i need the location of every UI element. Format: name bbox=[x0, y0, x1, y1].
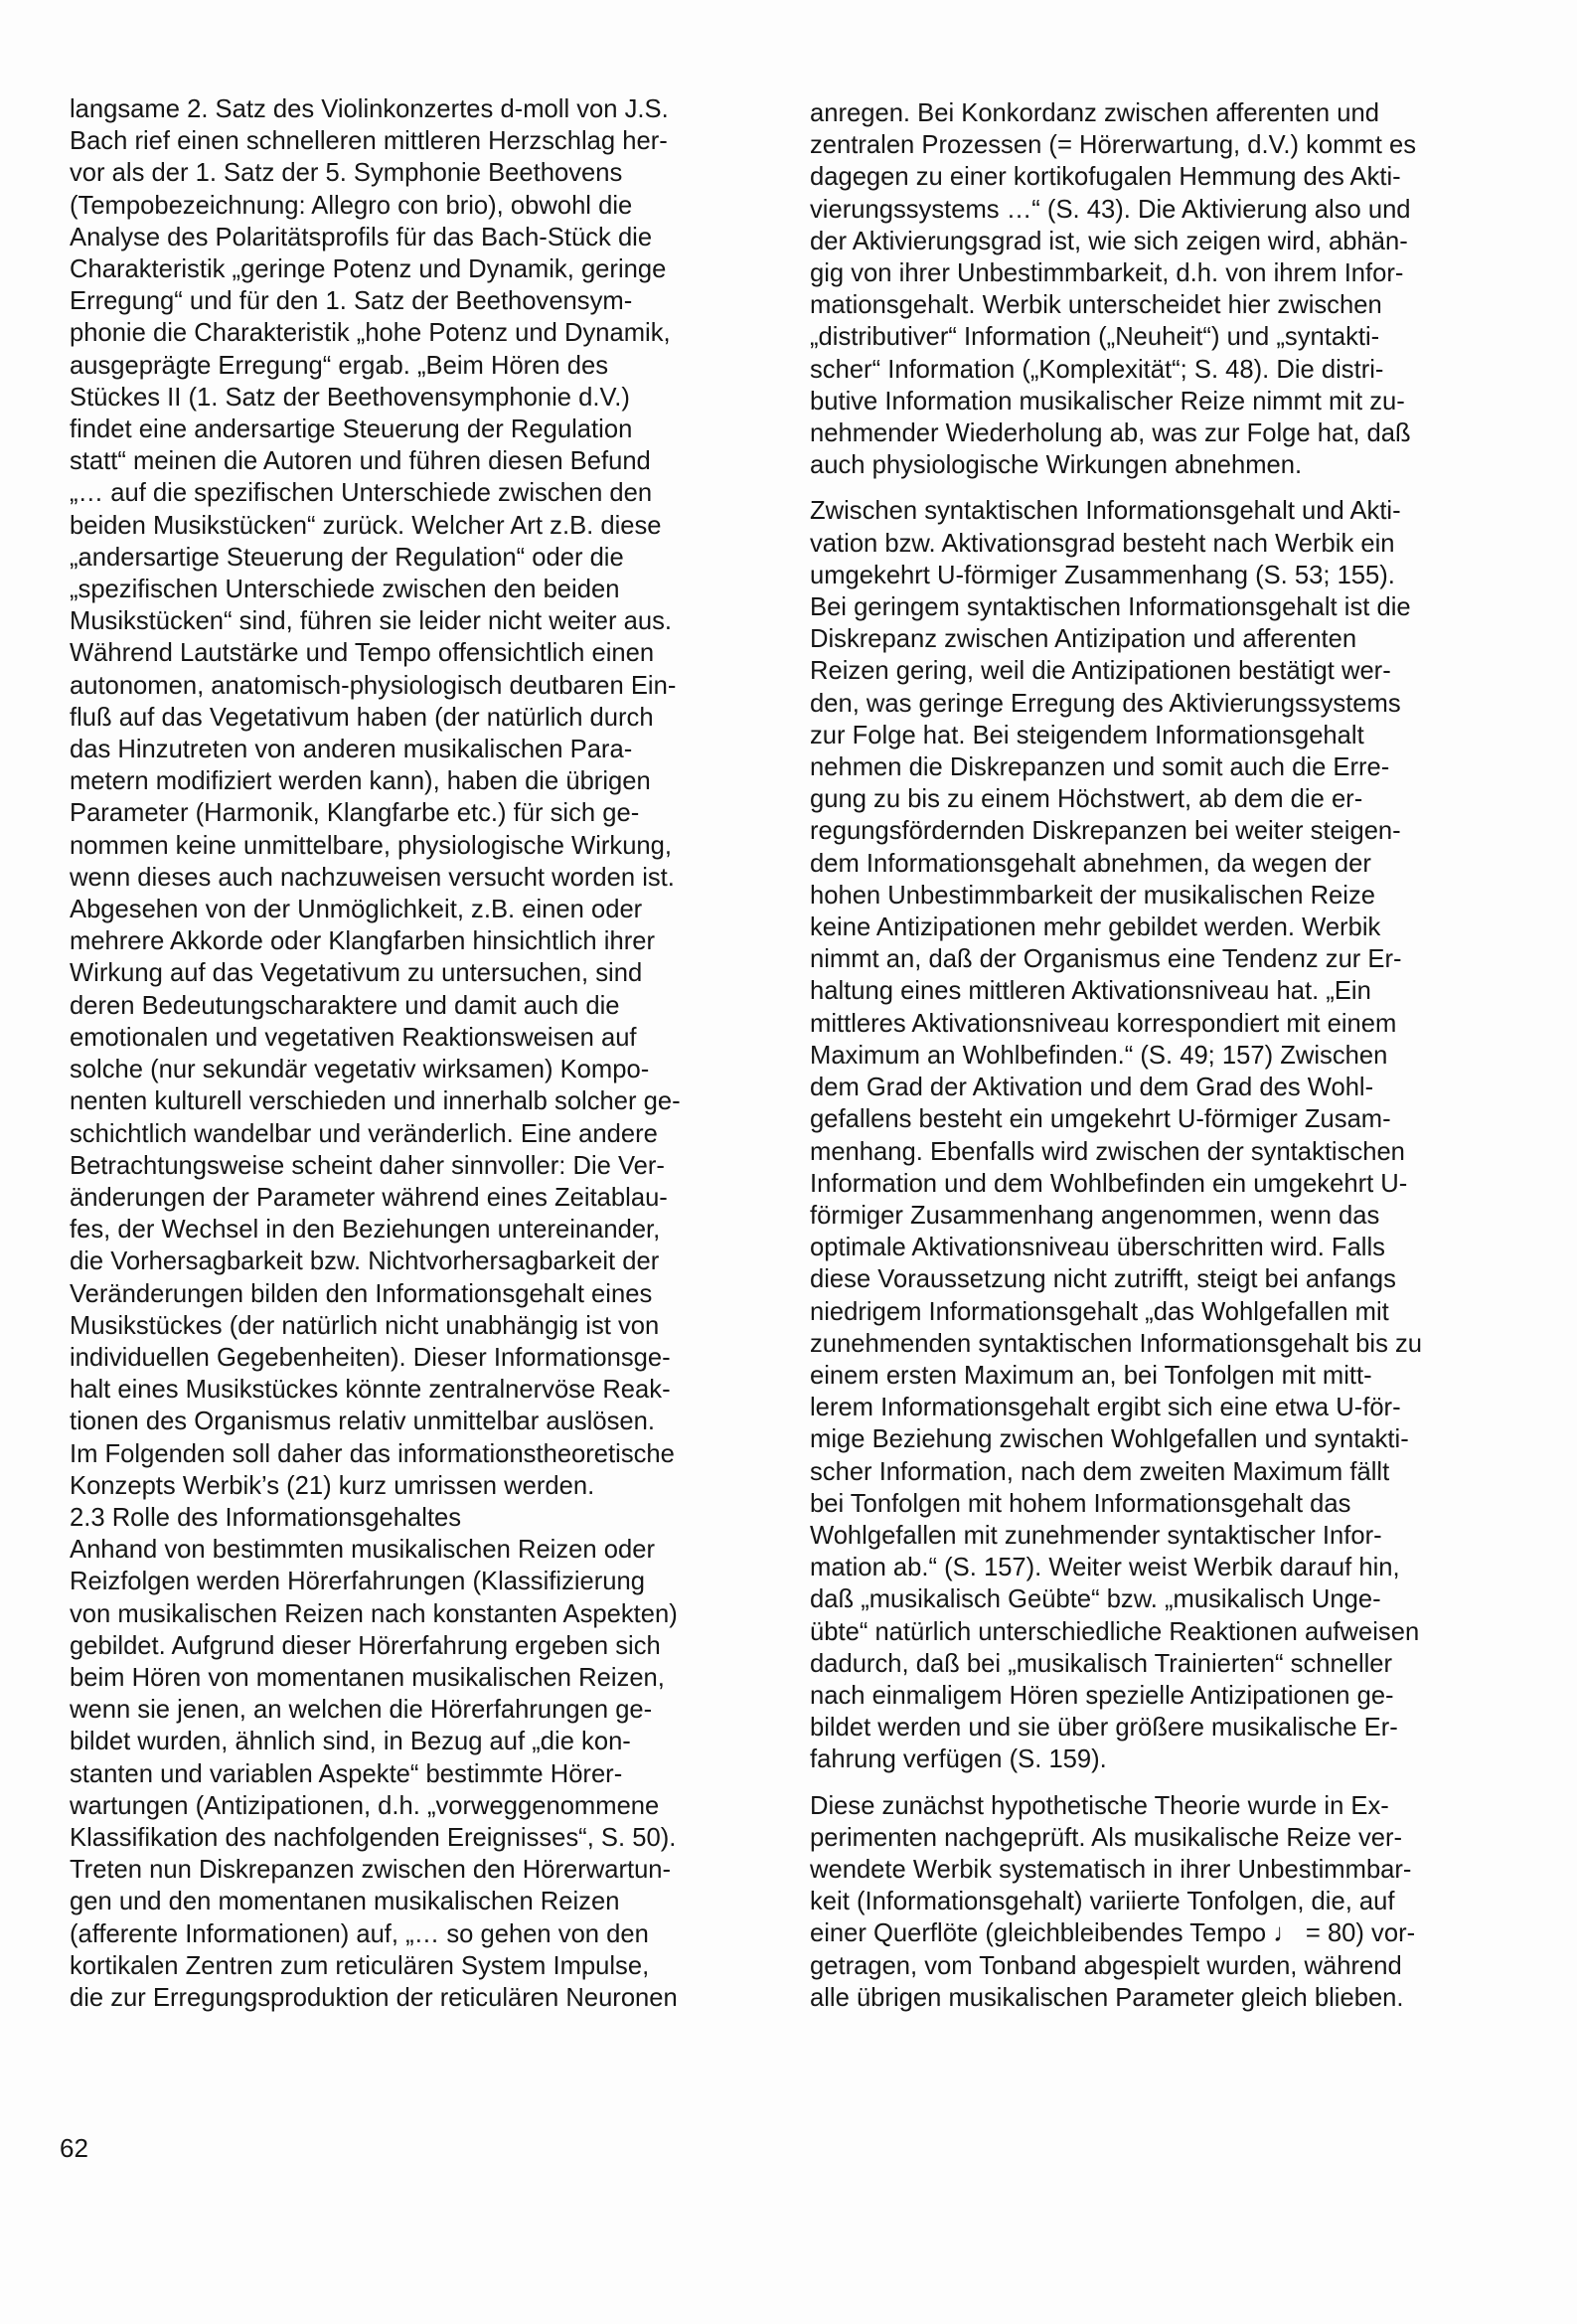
text-line: nehmen die Diskrepanzen und somit auch die Erre- bbox=[810, 753, 1390, 782]
text-line: Abgesehen von der Unmöglichkeit, z.B. einen oder bbox=[70, 896, 643, 924]
text-line: fluß auf das Vegetativum haben (der natürlich durch bbox=[70, 703, 654, 732]
right-paragraph-3 bbox=[810, 1790, 1507, 2014]
text-line: beiden Musikstücken“ zurück. Welcher Art z.B. diese bbox=[70, 511, 662, 540]
text-line: metern modifiziert werden kann), haben die übrigen bbox=[70, 767, 651, 796]
text-line: gig von ihrer Unbestimmbarkeit, d.h. von ihrem Infor- bbox=[810, 259, 1404, 288]
text-line: niedrigem Informationsgehalt „das Wohlgefallen mit bbox=[810, 1297, 1389, 1326]
text-line: scher Information, nach dem zweiten Maximum fällt bbox=[810, 1457, 1390, 1486]
text-line: daß „musikalisch Geübte“ bzw. „musikalisch Unge- bbox=[810, 1585, 1381, 1614]
text-line: Reizfolgen werden Hörerfahrungen (Klassifizierung bbox=[70, 1568, 646, 1596]
text-line: nenten kulturell verschieden und innerhalb solcher ge- bbox=[70, 1087, 681, 1116]
text-line: Konzepts Werbik’s (21) kurz umrissen werden. bbox=[70, 1471, 595, 1500]
text-line: nehmender Wiederholung ab, was zur Folge hat, daß bbox=[810, 419, 1411, 448]
text-line: tionen des Organismus relativ unmittelbar auslösen. bbox=[70, 1408, 655, 1436]
text-line: ausgeprägte Erregung“ ergab. „Beim Hören des bbox=[70, 351, 609, 380]
text-line: vor als der 1. Satz der 5. Symphonie Beethovens bbox=[70, 159, 623, 188]
text-line: schichtlich wandelbar und veränderlich. Eine andere bbox=[70, 1119, 658, 1148]
text-line: Musikstückes (der natürlich nicht unabhängig ist von bbox=[70, 1311, 660, 1340]
text-line: autonomen, anatomisch-physiologisch deutbaren Ein- bbox=[70, 671, 677, 700]
text-line: Bach rief einen schnelleren mittleren Herzschlag her- bbox=[70, 127, 668, 156]
text-line: einem ersten Maximum an, bei Tonfolgen mit mitt- bbox=[810, 1361, 1372, 1390]
left-column bbox=[70, 93, 779, 2014]
text-line: Erregung“ und für den 1. Satz der Beethovensym- bbox=[70, 287, 633, 316]
text-line: bildet werden und sie über größere musikalische Er- bbox=[810, 1714, 1398, 1743]
text-line: beim Hören von momentanen musikalischen Reizen, bbox=[70, 1663, 665, 1692]
paragraph-gap bbox=[810, 1776, 1507, 1790]
text-line: mige Beziehung zwischen Wohlgefallen und syntakti- bbox=[810, 1425, 1409, 1454]
text-line: den, was geringe Erregung des Aktivierungssystems bbox=[810, 689, 1401, 718]
text-line: Diese zunächst hypothetische Theorie wurde in Ex- bbox=[810, 1791, 1389, 1820]
text-line: der Aktivierungsgrad ist, wie sich zeigen wird, abhän- bbox=[810, 227, 1408, 255]
text-line: zunehmenden syntaktischen Informationsgehalt bis zu bbox=[810, 1329, 1423, 1358]
text-line: änderungen der Parameter während eines Zeitablau- bbox=[70, 1183, 668, 1212]
paragraph-gap bbox=[810, 481, 1507, 495]
right-column bbox=[810, 97, 1507, 2014]
text-line: gefallens besteht ein umgekehrt U-förmiger Zusam- bbox=[810, 1105, 1391, 1134]
text-line: übte“ natürlich unterschiedliche Reaktionen aufweisen bbox=[810, 1617, 1420, 1646]
text-line: Veränderungen bilden den Informationsgehalt eines bbox=[70, 1279, 653, 1308]
text-line: einer Querflöte (gleichbleibendes Tempo ♩ = 80) vor- bbox=[810, 1919, 1416, 1948]
text-line: zentralen Prozessen (= Hörerwartung, d.V.) kommt es bbox=[810, 131, 1417, 160]
text-line: dem Grad der Aktivation und dem Grad des Wohl- bbox=[810, 1074, 1374, 1102]
right-paragraph-1 bbox=[810, 97, 1507, 481]
text-line: nach einmaligem Hören spezielle Antizipationen ge- bbox=[810, 1681, 1394, 1710]
text-line: bei Tonfolgen mit hohem Informationsgehalt das bbox=[810, 1489, 1351, 1518]
text-line: Stückes II (1. Satz der Beethovensymphonie d.V.) bbox=[70, 383, 630, 412]
text-line: Wohlgefallen mit zunehmender syntaktischer Infor- bbox=[810, 1521, 1382, 1550]
text-line: mehrere Akkorde oder Klangfarben hinsichtlich ihrer bbox=[70, 927, 655, 956]
text-line: förmiger Zusammenhang angenommen, wenn das bbox=[810, 1201, 1380, 1230]
right-paragraph-2 bbox=[810, 495, 1507, 1775]
text-line: Zwischen syntaktischen Informationsgehalt und Akti- bbox=[810, 497, 1401, 526]
text-line: wenn sie jenen, an welchen die Hörerfahrungen ge- bbox=[70, 1696, 653, 1725]
text-line: statt“ meinen die Autoren und führen diesen Befund bbox=[70, 447, 651, 476]
text-line: „spezifischen Unterschiede zwischen den beiden bbox=[70, 576, 620, 604]
text-line: solche (nur sekundär vegetativ wirksamen) Kompo- bbox=[70, 1056, 650, 1084]
text-line: regungsfördernden Diskrepanzen bei weiter steigen- bbox=[810, 817, 1401, 846]
section-heading: 2.3 Rolle des Informationsgehaltes bbox=[70, 1503, 462, 1532]
text-line: lerem Informationsgehalt ergibt sich eine etwa U-för- bbox=[810, 1394, 1401, 1422]
page-number: 62 bbox=[60, 2133, 88, 2163]
text-line: das Hinzutreten von anderen musikalischen Para- bbox=[70, 736, 633, 764]
text-line: wenn dieses auch nachzuweisen versucht worden ist. bbox=[70, 863, 675, 892]
text-line: dagegen zu einer kortikofugalen Hemmung des Akti- bbox=[810, 163, 1401, 192]
text-line: mation ab.“ (S. 157). Weiter weist Werbik darauf hin, bbox=[810, 1554, 1400, 1582]
text-line: Wirkung auf das Vegetativum zu untersuchen, sind bbox=[70, 959, 643, 988]
text-line: „… auf die spezifischen Unterschiede zwischen den bbox=[70, 479, 653, 508]
text-line: auch physiologische Wirkungen abnehmen. bbox=[810, 451, 1303, 480]
text-line: deren Bedeutungscharaktere und damit auch die bbox=[70, 991, 620, 1020]
left-paragraph-1 bbox=[70, 93, 779, 1502]
text-line: gebildet. Aufgrund dieser Hörerfahrung ergeben sich bbox=[70, 1631, 661, 1660]
text-line: vierungssystems …“ (S. 43). Die Aktivierung also und bbox=[810, 195, 1411, 224]
text-line: die Vorhersagbarkeit bzw. Nichtvorhersagbarkeit der bbox=[70, 1247, 660, 1276]
text-line: diese Voraussetzung nicht zutrifft, steigt bei anfangs bbox=[810, 1265, 1396, 1294]
text-line: butive Information musikalischer Reize nimmt mit zu- bbox=[810, 387, 1405, 415]
text-line: scher“ Information („Komplexität“; S. 48). Die distri- bbox=[810, 355, 1384, 384]
text-line: wendete Werbik systematisch in ihrer Unbestimmbar- bbox=[810, 1855, 1412, 1884]
text-line: keine Antizipationen mehr gebildet werden. Werbik bbox=[810, 913, 1381, 942]
text-line: Bei geringem syntaktischen Informationsgehalt ist die bbox=[810, 593, 1411, 622]
text-line: die zur Erregungsproduktion der reticulären Neuronen bbox=[70, 1983, 678, 2012]
text-line: nommen keine unmittelbare, physiologische Wirkung, bbox=[70, 831, 673, 860]
text-line: haltung eines mittleren Aktivationsniveau hat. „Ein bbox=[810, 977, 1371, 1006]
text-line: Reizen gering, weil die Antizipationen bestätigt wer- bbox=[810, 657, 1391, 686]
text-line: von musikalischen Reizen nach konstanten Aspekten) bbox=[70, 1599, 678, 1628]
text-line: hohen Unbestimmbarkeit der musikalischen Reize bbox=[810, 881, 1376, 910]
text-line: dadurch, daß bei „musikalisch Trainierten“ schneller bbox=[810, 1649, 1393, 1678]
text-line: langsame 2. Satz des Violinkonzertes d-moll von J.S. bbox=[70, 95, 669, 123]
text-line: Anhand von bestimmten musikalischen Reizen oder bbox=[70, 1536, 655, 1565]
text-line: Im Folgenden soll daher das informationstheoretische bbox=[70, 1439, 675, 1468]
text-line: mittleres Aktivationsniveau korrespondiert mit einem bbox=[810, 1009, 1397, 1038]
text-line: halt eines Musikstückes könnte zentralnervöse Reak- bbox=[70, 1376, 671, 1405]
text-line: wartungen (Antizipationen, d.h. „vorweggenommene bbox=[70, 1791, 660, 1820]
text-line: mationsgehalt. Werbik unterscheidet hier zwischen bbox=[810, 291, 1382, 320]
text-line: Klassifikation des nachfolgenden Ereignisses“, S. 50). bbox=[70, 1823, 677, 1852]
text-line: getragen, vom Tonband abgespielt wurden, während bbox=[810, 1951, 1402, 1980]
text-line: Charakteristik „geringe Potenz und Dynamik, geringe bbox=[70, 255, 667, 284]
text-line: „andersartige Steuerung der Regulation“ oder die bbox=[70, 543, 624, 572]
text-line: findet eine andersartige Steuerung der Regulation bbox=[70, 415, 633, 444]
left-paragraph-2 bbox=[70, 1534, 779, 2014]
text-line: Musikstücken“ sind, führen sie leider nicht weiter aus. bbox=[70, 607, 672, 636]
text-line: (Tempobezeichnung: Allegro con brio), obwohl die bbox=[70, 191, 633, 220]
text-line: bildet wurden, ähnlich sind, in Bezug auf „die kon- bbox=[70, 1728, 631, 1756]
text-line: Maximum an Wohlbefinden.“ (S. 49; 157) Zwischen bbox=[810, 1041, 1388, 1070]
text-line: emotionalen und vegetativen Reaktionsweisen auf bbox=[70, 1023, 637, 1052]
text-line: alle übrigen musikalischen Parameter gleich blieben. bbox=[810, 1983, 1404, 2012]
text-line: Diskrepanz zwischen Antizipation und afferenten bbox=[810, 625, 1357, 654]
text-line: kortikalen Zentren zum reticulären System Impulse, bbox=[70, 1951, 650, 1980]
text-line: phonie die Charakteristik „hohe Potenz und Dynamik, bbox=[70, 319, 671, 348]
text-line: nimmt an, daß der Organismus eine Tendenz zur Er- bbox=[810, 945, 1402, 974]
text-line: anregen. Bei Konkordanz zwischen afferenten und bbox=[810, 99, 1379, 127]
text-line: Information und dem Wohlbefinden ein umgekehrt U- bbox=[810, 1169, 1408, 1198]
text-line: menhang. Ebenfalls wird zwischen der syntaktischen bbox=[810, 1137, 1405, 1166]
text-line: Während Lautstärke und Tempo offensichtlich einen bbox=[70, 639, 655, 668]
text-line: Treten nun Diskrepanzen zwischen den Hörerwartun- bbox=[70, 1856, 672, 1885]
text-line: fahrung verfügen (S. 159). bbox=[810, 1745, 1107, 1774]
text-line: keit (Informationsgehalt) variierte Tonfolgen, die, auf bbox=[810, 1888, 1395, 1916]
text-line: optimale Aktivationsniveau überschritten wird. Falls bbox=[810, 1234, 1385, 1262]
text-line: (afferente Informationen) auf, „… so gehen von den bbox=[70, 1919, 649, 1948]
text-line: umgekehrt U-förmiger Zusammenhang (S. 53; 155). bbox=[810, 561, 1395, 589]
text-line: individuellen Gegebenheiten). Dieser Informationsge- bbox=[70, 1343, 671, 1372]
text-line: stanten und variablen Aspekte“ bestimmte Hörer- bbox=[70, 1759, 623, 1788]
text-line: Parameter (Harmonik, Klangfarbe etc.) für sich ge- bbox=[70, 799, 640, 828]
text-line: fes, der Wechsel in den Beziehungen untereinander, bbox=[70, 1216, 661, 1245]
text-line: „distributiver“ Information („Neuheit“) und „syntakti- bbox=[810, 323, 1380, 352]
text-line: vation bzw. Aktivationsgrad besteht nach Werbik ein bbox=[810, 529, 1395, 558]
text-line: Analyse des Polaritätsprofils für das Bach-Stück die bbox=[70, 223, 653, 251]
text-line: perimenten nachgeprüft. Als musikalische Reize ver- bbox=[810, 1823, 1403, 1852]
text-line: zur Folge hat. Bei steigendem Informationsgehalt bbox=[810, 721, 1364, 749]
text-line: dem Informationsgehalt abnehmen, da wegen der bbox=[810, 849, 1371, 878]
text-line: gen und den momentanen musikalischen Reizen bbox=[70, 1888, 620, 1916]
text-line: gung zu bis zu einem Höchstwert, ab dem die er- bbox=[810, 785, 1363, 814]
text-line: Betrachtungsweise scheint daher sinnvoller: Die Ver- bbox=[70, 1151, 665, 1180]
